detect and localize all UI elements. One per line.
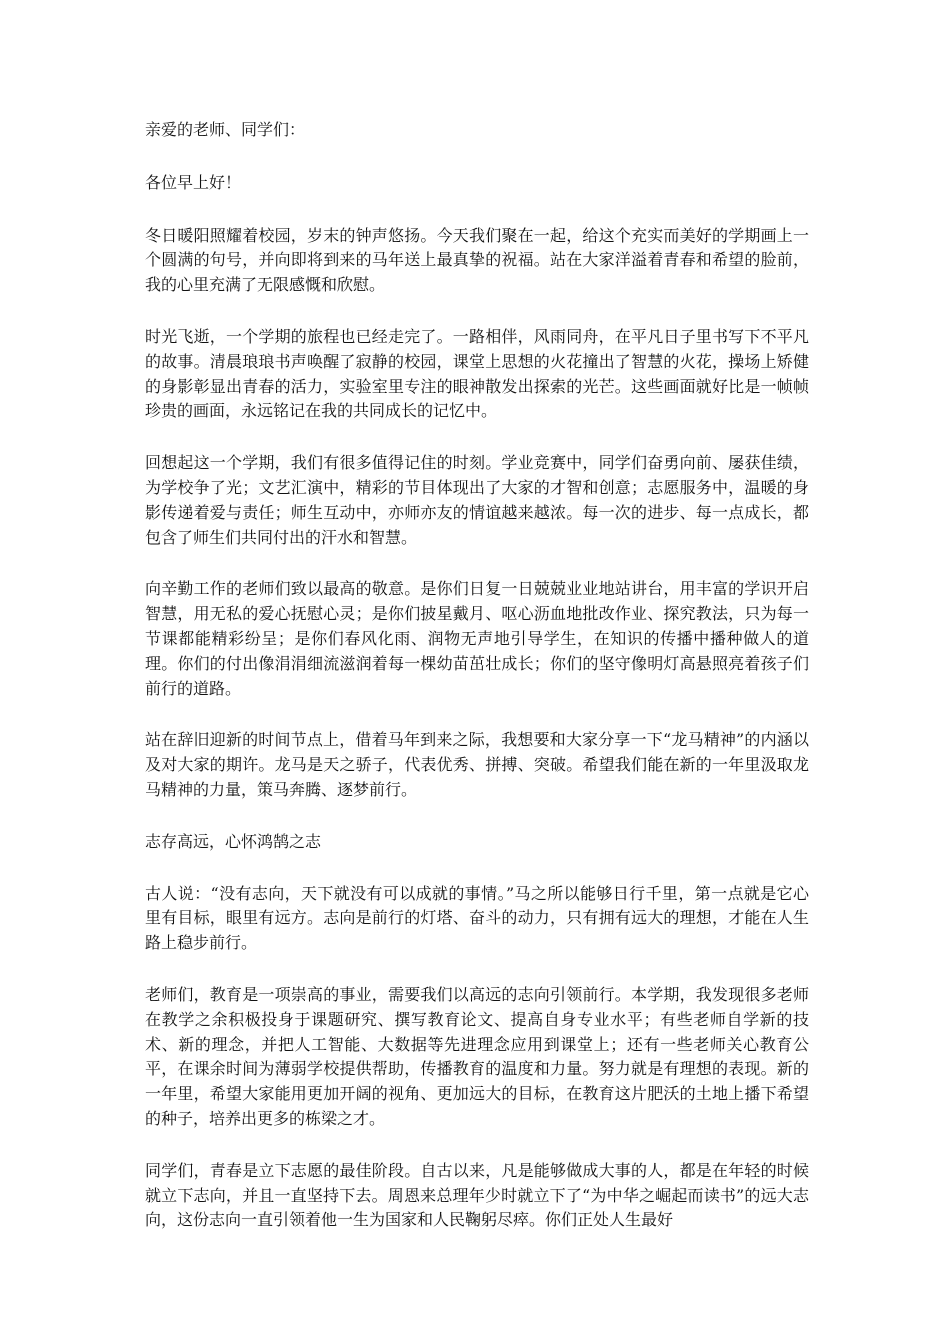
paragraph-ambition: 古人说：“没有志向，天下就没有可以成就的事情。”马之所以能够日行千里，第一点就是它心里有目标，眼里有远方。志向是前行的灯塔、奋斗的动力，只有拥有远大的理想，才能在人生路上稳步前行。 xyxy=(145,883,809,953)
greeting: 各位早上好！ xyxy=(145,172,242,192)
paragraph-memorable-moments: 回想起这一个学期，我们有很多值得记住的时刻。学业竞赛中，同学们奋勇向前、屡获佳绩，为学校争了光；文艺汇演中，精彩的节目体现出了大家的才智和创意；志愿服务中，温暖的身影传递着爱与责任；师生互动中，亦师亦友的情谊越来越浓。每一次的进步、每一点成长，都包含了师生们共同付出的汗水和智慧。 xyxy=(145,453,809,547)
paragraph-dragon-horse-spirit: 站在辞旧迎新的时间节点上，借着马年到来之际，我想要和大家分享一下“龙马精神”的内涵以及对大家的期许。龙马是天之骄子，代表优秀、拼搏、突破。希望我们能在新的一年里汲取龙马精神的力量，策马奔腾、逐梦前行。 xyxy=(145,730,809,799)
paragraph-tribute-teachers: 向辛勤工作的老师们致以最高的敬意。是你们日复一日兢兢业业地站讲台，用丰富的学识开启智慧，用无私的爱心抚慰心灵；是你们披星戴月、呕心沥血地批改作业、探究教法，只为每一节课都能精彩纷呈；是你们春风化雨、润物无声地引导学生，在知识的传播中播种做人的道理。你们的付出像涓涓细流滋润着每一棵幼苗茁壮成长；你们的坚守像明灯高悬照亮着孩子们前行的道路。 xyxy=(145,579,809,698)
paragraph-teachers-aspiration: 老师们，教育是一项崇高的事业，需要我们以高远的志向引领前行。本学期，我发现很多老师在教学之余积极投身于课题研究、撰写教育论文、提高自身专业水平；有些老师自学新的技术、新的理念，并把人工智能、大数据等先进理念应用到课堂上；还有一些老师关心教育公平，在课余时间为薄弱学校提供帮助，传播教育的温度和力量。努力就是有理想的表现。新的一年里，希望大家能用更加开阔的视角、更加远大的目标，在教育这片肥沃的土地上播下希望的种子，培养出更多的栋梁之才。 xyxy=(145,984,809,1128)
paragraph-opening: 冬日暖阳照耀着校园，岁末的钟声悠扬。今天我们聚在一起，给这个充实而美好的学期画上一个圆满的句号，并向即将到来的马年送上最真挚的祝福。站在大家洋溢着青春和希望的脸前，我的心里充满了无限感慨和欣慰。 xyxy=(145,225,809,295)
section-heading: 志存高远，心怀鸿鹄之志 xyxy=(145,831,322,851)
salutation: 亲爱的老师、同学们： xyxy=(145,120,306,139)
paragraph-semester-journey: 时光飞逝，一个学期的旅程也已经走完了。一路相伴，风雨同舟，在平凡日子里书写下不平凡的故事。清晨琅琅书声唤醒了寂静的校园，课堂上思想的火花撞出了智慧的火花，操场上矫健的身影彰显出青春的活力，实验室里专注的眼神散发出探索的光芒。这些画面就好比是一帧帧珍贵的画面，永远铭记在我的共同成长的记忆中。 xyxy=(145,326,809,421)
document-body xyxy=(145,118,809,1260)
paragraph-students-aspiration: 同学们，青春是立下志愿的最佳阶段。自古以来，凡是能够做成大事的人，都是在年轻的时候就立下志向，并且一直坚持下去。周恩来总理年少时就立下了“为中华之崛起而读书”的远大志向，这份志向一直引领着他一生为国家和人民鞠躬尽瘁。你们正处人生最好 xyxy=(145,1160,809,1230)
